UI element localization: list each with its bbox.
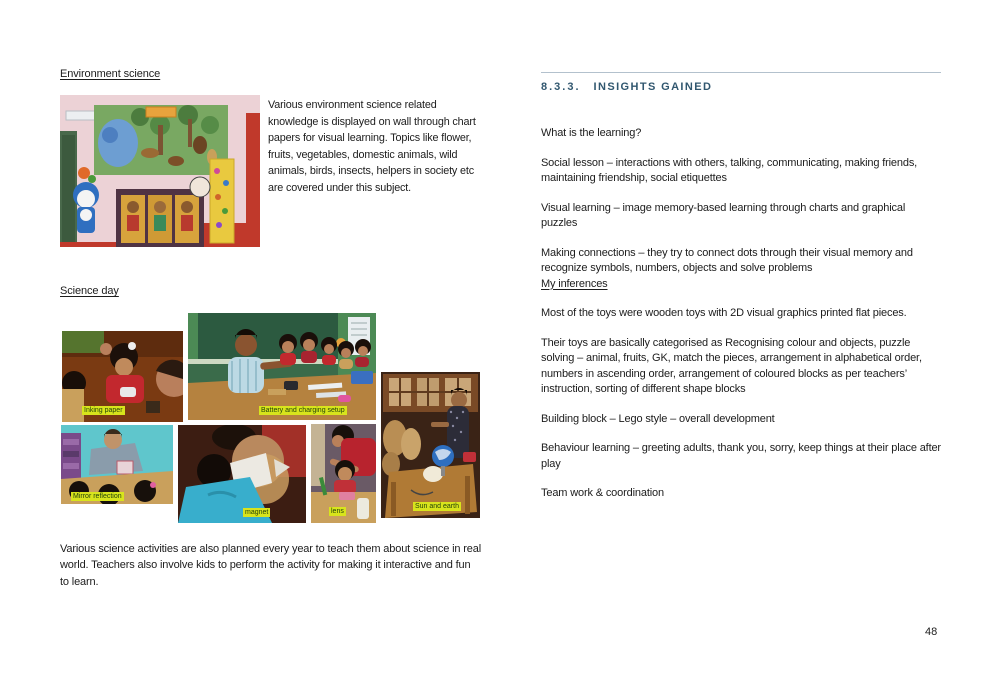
learning-point-connections: Making connections – they try to connect dots through their visual memory and recognize symbols, numbers, objects and solve problems bbox=[541, 246, 913, 274]
photo-sun-and-earth bbox=[381, 372, 480, 518]
classroom-wall-illustration bbox=[60, 95, 260, 247]
photo-inking-paper bbox=[62, 331, 183, 422]
right-column bbox=[541, 72, 943, 502]
environment-wall-photo bbox=[60, 95, 260, 247]
learning-question: What is the learning? bbox=[541, 127, 642, 139]
photo-caption: magnet bbox=[245, 509, 269, 516]
photo-caption: Mirror reflection bbox=[73, 493, 122, 500]
inference-wooden-toys: Most of the toys were wooden toys with 2D visual graphics printed flat pieces. bbox=[541, 307, 907, 319]
science-day-photo-collage bbox=[60, 313, 481, 523]
photo-caption: Inking paper bbox=[84, 407, 123, 414]
inference-building-block: Building block – Lego style – overall development bbox=[541, 412, 775, 425]
learning-point-social: Social lesson – interactions with others, talking, communicating, making friends, maintaining friendship, social etiquettes bbox=[541, 156, 918, 184]
inference-behaviour-learning: Behaviour learning – greeting adults, thank you, sorry, keep things at their place after play bbox=[541, 442, 941, 470]
section-title: INSIGHTS GAINED bbox=[593, 81, 713, 93]
section-number: 8.3.3. bbox=[541, 81, 581, 93]
photo-mirror-reflection bbox=[61, 425, 173, 504]
photo-caption: Battery and charging setup bbox=[261, 407, 345, 414]
environment-science-paragraph: Various environment science related knowledge is displayed on wall through chart papers for visual learning. Topics like flower, fruits, vegetables, domestic animals, wild animals, birds, insects, helpers in society etc are covered under this subject. bbox=[268, 99, 476, 194]
inference-team-work: Team work & coordination bbox=[541, 487, 664, 499]
heading-my-inferences: My inferences bbox=[541, 277, 608, 290]
heading-environment-science: Environment science bbox=[60, 68, 161, 80]
section-divider-line bbox=[541, 72, 941, 73]
photo-caption: Sun and earth bbox=[415, 503, 459, 510]
photo-lens bbox=[311, 424, 376, 523]
inference-toy-categories: Their toys are basically categorised as Recognising colour and objects, puzzle solving – animal, fruits, GK, match the pieces, arrangement in alphabetical order, numbers in ascending order, arrangement of coloured blocks as per teachers’ instruction, sorting of different shape blocks bbox=[541, 336, 922, 395]
science-day-paragraph: Various science activities are also planned every year to teach them about science in real world. Teachers also involve kids to perform the activity for making it interactive and fun to learn. bbox=[60, 543, 482, 588]
page-number: 48 bbox=[925, 626, 938, 638]
section-heading bbox=[541, 81, 943, 93]
learning-point-visual: Visual learning – image memory-based learning through charts and graphical puzzles bbox=[541, 201, 906, 229]
heading-science-day: Science day bbox=[60, 285, 119, 297]
photo-battery-charging bbox=[188, 313, 376, 420]
photo-magnet bbox=[178, 425, 306, 523]
photo-caption: lens bbox=[331, 508, 344, 515]
